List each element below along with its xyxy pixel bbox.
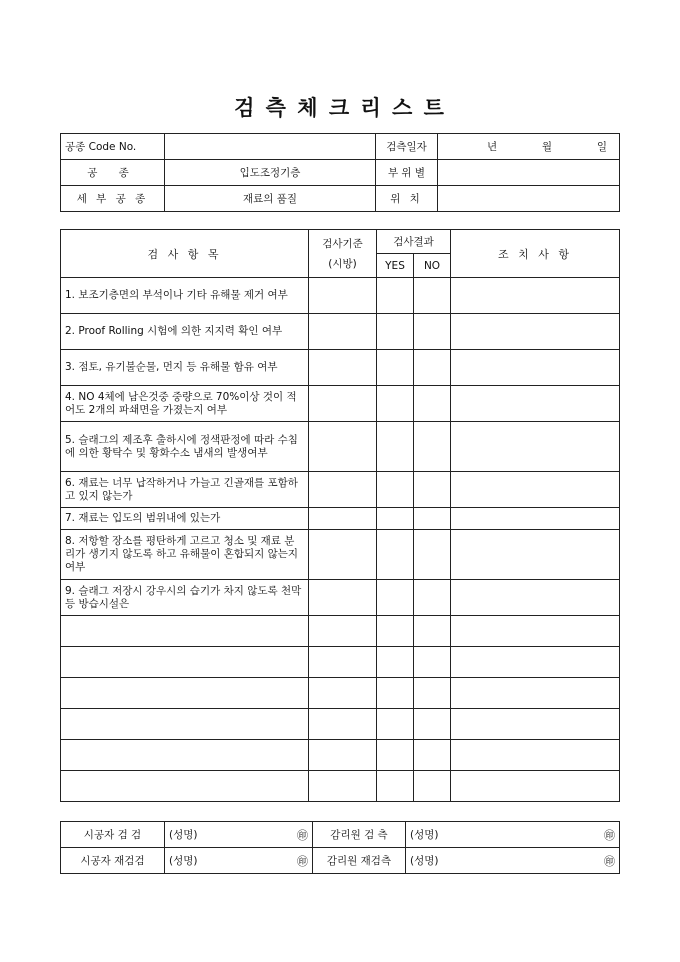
checklist-item-empty — [61, 771, 309, 802]
checklist-row — [61, 350, 620, 386]
checklist-item-text: 9. 슬래그 저장시 강우시의 습기가 차지 않도록 천막등 방습시설은 — [61, 580, 309, 616]
checklist-item-empty — [61, 616, 309, 647]
info-table — [60, 133, 620, 212]
contractor-reinspection-label: 시공자 재검검 — [61, 848, 165, 874]
no-cell[interactable] — [414, 530, 451, 580]
checklist-row — [61, 278, 620, 314]
checklist-item-text: 8. 저항할 장소를 평탄하게 고르고 청소 및 재료 분리가 생기지 않도록 하고 유해물이 혼합되지 않는지 여부 — [61, 530, 309, 580]
yes-cell[interactable] — [377, 422, 414, 472]
standard-cell[interactable] — [309, 350, 377, 386]
standard-cell[interactable] — [309, 740, 377, 771]
no-cell[interactable] — [414, 580, 451, 616]
no-cell[interactable] — [414, 386, 451, 422]
header-no: NO — [414, 254, 451, 278]
checklist-item-text: 6. 재료는 너무 납작하거나 가늘고 긴골재를 포함하고 있지 않는가 — [61, 472, 309, 508]
checklist-row — [61, 771, 620, 802]
action-cell[interactable] — [451, 530, 620, 580]
standard-cell[interactable] — [309, 422, 377, 472]
work-type-value[interactable]: 입도조정기층 — [165, 160, 376, 186]
checklist-item-text: 1. 보조기층면의 부석이나 기타 유해물 제거 여부 — [61, 278, 309, 314]
checklist-item-text: 3. 점토, 유기불순물, 먼지 등 유해물 함유 여부 — [61, 350, 309, 386]
yes-cell[interactable] — [377, 709, 414, 740]
checklist-item-empty — [61, 709, 309, 740]
signature-table — [60, 821, 620, 874]
yes-cell[interactable] — [377, 314, 414, 350]
yes-cell[interactable] — [377, 278, 414, 314]
no-cell[interactable] — [414, 647, 451, 678]
supervisor-inspection-seal: ㊞ — [478, 822, 620, 848]
supervisor-inspection-label: 감리원 검 측 — [313, 822, 406, 848]
yes-cell[interactable] — [377, 350, 414, 386]
action-cell[interactable] — [451, 709, 620, 740]
checklist-row — [61, 709, 620, 740]
standard-cell[interactable] — [309, 472, 377, 508]
location-value[interactable] — [438, 186, 620, 212]
checklist-row — [61, 647, 620, 678]
action-cell[interactable] — [451, 678, 620, 709]
yes-cell[interactable] — [377, 580, 414, 616]
supervisor-inspection-name[interactable]: (성명) — [406, 822, 478, 848]
supervisor-reinspection-name[interactable]: (성명) — [406, 848, 478, 874]
no-cell[interactable] — [414, 314, 451, 350]
no-cell[interactable] — [414, 771, 451, 802]
standard-cell[interactable] — [309, 616, 377, 647]
no-cell[interactable] — [414, 350, 451, 386]
yes-cell[interactable] — [377, 530, 414, 580]
location-label: 위 치 — [376, 186, 438, 212]
checklist-item-text: 7. 재료는 입도의 범위내에 있는가 — [61, 508, 309, 530]
action-cell[interactable] — [451, 422, 620, 472]
checklist-row — [61, 422, 620, 472]
no-cell[interactable] — [414, 278, 451, 314]
checklist-row — [61, 386, 620, 422]
checklist-item-empty — [61, 678, 309, 709]
standard-cell[interactable] — [309, 386, 377, 422]
checklist-row — [61, 314, 620, 350]
checklist-row — [61, 580, 620, 616]
yes-cell[interactable] — [377, 740, 414, 771]
part-label: 부 위 별 — [376, 160, 438, 186]
inspection-date-label: 검측일자 — [376, 134, 438, 160]
standard-cell[interactable] — [309, 647, 377, 678]
checklist-row — [61, 472, 620, 508]
header-result: 검사결과 — [377, 230, 451, 254]
yes-cell[interactable] — [377, 647, 414, 678]
contractor-inspection-label: 시공자 검 검 — [61, 822, 165, 848]
standard-cell[interactable] — [309, 530, 377, 580]
checklist-item-empty — [61, 740, 309, 771]
checklist-row — [61, 616, 620, 647]
no-cell[interactable] — [414, 678, 451, 709]
action-cell[interactable] — [451, 386, 620, 422]
yes-cell[interactable] — [377, 508, 414, 530]
checklist-row — [61, 508, 620, 530]
no-cell[interactable] — [414, 616, 451, 647]
checklist-row — [61, 530, 620, 580]
header-standard-line1: 검사기준 — [322, 237, 363, 250]
header-action: 조 치 사 항 — [451, 230, 620, 278]
standard-cell[interactable] — [309, 314, 377, 350]
sub-work-type-value[interactable]: 재료의 품질 — [165, 186, 376, 212]
contractor-inspection-seal: ㊞ — [240, 822, 313, 848]
standard-cell[interactable] — [309, 709, 377, 740]
yes-cell[interactable] — [377, 678, 414, 709]
standard-cell[interactable] — [309, 278, 377, 314]
no-cell[interactable] — [414, 508, 451, 530]
action-cell[interactable] — [451, 472, 620, 508]
action-cell[interactable] — [451, 350, 620, 386]
part-value[interactable] — [438, 160, 620, 186]
standard-cell[interactable] — [309, 771, 377, 802]
yes-cell[interactable] — [377, 771, 414, 802]
yes-cell[interactable] — [377, 616, 414, 647]
action-cell[interactable] — [451, 314, 620, 350]
header-standard — [309, 230, 377, 278]
inspection-date-value[interactable] — [438, 134, 620, 160]
header-check-item: 검 사 항 목 — [61, 230, 309, 278]
contractor-reinspection-name[interactable]: (성명) — [165, 848, 240, 874]
checklist-row — [61, 678, 620, 709]
no-cell[interactable] — [414, 740, 451, 771]
action-cell[interactable] — [451, 580, 620, 616]
checklist-table — [60, 229, 620, 802]
date-month-label: 월 — [541, 141, 553, 153]
header-yes: YES — [377, 254, 414, 278]
checklist-row — [61, 740, 620, 771]
checklist-item-text: 2. Proof Rolling 시험에 의한 지지력 확인 여부 — [61, 314, 309, 350]
action-cell[interactable] — [451, 508, 620, 530]
no-cell[interactable] — [414, 422, 451, 472]
checklist-item-text: 4. NO 4체에 남은것중 중량으로 70%이상 것이 적어도 2개의 파쇄면을 가졌는지 여부 — [61, 386, 309, 422]
contractor-inspection-name[interactable]: (성명) — [165, 822, 240, 848]
no-cell[interactable] — [414, 709, 451, 740]
date-day-label: 일 — [596, 141, 607, 153]
no-cell[interactable] — [414, 472, 451, 508]
header-standard-line2: (시방) — [328, 257, 357, 270]
checklist-item-empty — [61, 647, 309, 678]
action-cell[interactable] — [451, 278, 620, 314]
standard-cell[interactable] — [309, 508, 377, 530]
action-cell[interactable] — [451, 647, 620, 678]
standard-cell[interactable] — [309, 678, 377, 709]
code-no-label: 공종 Code No. — [61, 134, 165, 160]
document-title: 검 측 체 크 리 스 트 — [234, 95, 446, 120]
sub-work-type-label: 세 부 공 종 — [61, 186, 165, 212]
yes-cell[interactable] — [377, 472, 414, 508]
action-cell[interactable] — [451, 616, 620, 647]
action-cell[interactable] — [451, 740, 620, 771]
action-cell[interactable] — [451, 771, 620, 802]
supervisor-reinspection-label: 감리원 재검측 — [313, 848, 406, 874]
yes-cell[interactable] — [377, 386, 414, 422]
standard-cell[interactable] — [309, 580, 377, 616]
code-no-value[interactable] — [165, 134, 376, 160]
contractor-reinspection-seal: ㊞ — [240, 848, 313, 874]
date-year-label: 년 — [487, 141, 498, 153]
supervisor-reinspection-seal: ㊞ — [478, 848, 620, 874]
checklist-item-text: 5. 슬래그의 제조후 출하시에 정색판정에 따라 수침에 의한 황탁수 및 황화수소 냄새의 발생여부 — [61, 422, 309, 472]
work-type-label: 공 종 — [61, 160, 165, 186]
